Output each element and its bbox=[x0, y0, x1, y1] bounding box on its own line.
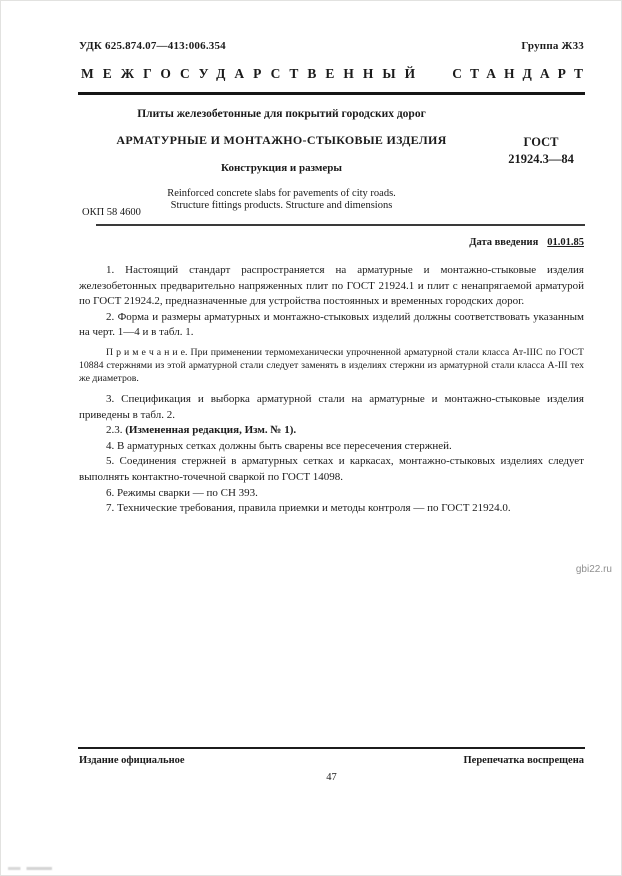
paragraph-5: 5. Соединения стержней в арматурных сетках и каркасах, монтажно-стыковых изделиях следует выполнять контактно-точечной сваркой по ГОСТ 14098. bbox=[79, 455, 584, 483]
paragraph-3: 3. Спецификация и выборка арматурной стали на арматурные и монтажно-стыковые изделия приведены в табл. 2. bbox=[79, 392, 584, 421]
footer-reprint-note: Перепечатка воспрещена bbox=[463, 755, 584, 766]
document-subject: Плиты железобетонные для покрытий городских дорог bbox=[137, 108, 426, 120]
paragraph-7: 7. Технические требования, правила приемки и методы контроля — по ГОСТ 21924.0. bbox=[106, 502, 511, 515]
note-label: П р и м е ч а н и е. bbox=[106, 346, 188, 358]
standard-heading-word2: СТАНДАРТ bbox=[452, 66, 591, 81]
standard-heading-word1: МЕЖГОСУДАРСТВЕННЫЙ bbox=[81, 66, 425, 81]
udk-group-row bbox=[79, 40, 584, 52]
footer-edition-note: Издание официальное bbox=[79, 755, 185, 766]
udk-code: УДК 625.874.07—413:006.354 bbox=[79, 40, 226, 52]
footer-divider bbox=[78, 747, 585, 749]
note-paragraph bbox=[79, 346, 584, 385]
gost-number-block bbox=[498, 103, 584, 211]
paragraph-1: 1. Настоящий стандарт распространяется на арматурные и монтажно-стыковые изделия железобетонных предварительно напряженных плит по ГОСТ 21924.1 и плит с ненапрягаемой арматурой по ГОСТ 21924.2, предназначенные для устройства постоянных и временных городских дорог. bbox=[79, 264, 584, 308]
okp-divider bbox=[96, 224, 585, 226]
introduction-date-value: 01.01.85 bbox=[547, 237, 584, 248]
document-title: АРМАТУРНЫЕ И МОНТАЖНО-СТЫКОВЫЕ ИЗДЕЛИЯ bbox=[116, 133, 447, 147]
paragraph-6: 6. Режимы сварки — по СН 393. bbox=[106, 486, 258, 499]
title-block bbox=[79, 103, 498, 211]
standard-heading bbox=[81, 66, 591, 82]
paragraph-2-3-prefix: 2.3. bbox=[106, 424, 126, 437]
paragraph-2-3 bbox=[79, 423, 584, 439]
gost-label: ГОСТ bbox=[523, 135, 559, 149]
note-text: При применении термомеханически упрочненной арматурной стали класса Ат-IIIС по ГОСТ 10884 стержнями из этой арматурной стали следует заменять в изделиях стержни из арматурной стали класса А-III тех же диаметров. bbox=[79, 346, 585, 384]
scan-artifact-smudge bbox=[8, 867, 52, 870]
paragraph-4: 4. В арматурных сетках должны быть сварены все пересечения стержней. bbox=[106, 439, 452, 452]
paragraph-2: 2. Форма и размеры арматурных и монтажно-стыковых изделий должны соответствовать указанным на черт. 1—4 и в табл. 1. bbox=[79, 310, 584, 339]
document-title-english-line1: Reinforced concrete slabs for pavements of city roads. bbox=[167, 188, 396, 199]
document-subtitle: Конструкция и размеры bbox=[221, 162, 342, 174]
introduction-date-label: Дата введения bbox=[469, 237, 539, 248]
group-code: Группа Ж33 bbox=[521, 40, 584, 52]
title-section bbox=[79, 103, 584, 211]
okp-code: ОКП 58 4600 bbox=[82, 207, 141, 218]
footer-row bbox=[79, 755, 584, 766]
document-body bbox=[79, 263, 584, 517]
document-title-english-line2: Structure fittings products. Structure and dimensions bbox=[170, 200, 393, 211]
site-watermark: gbi22.ru bbox=[575, 564, 612, 575]
page-number: 47 bbox=[326, 772, 337, 783]
gost-number: 21924.3—84 bbox=[508, 152, 574, 166]
header-divider bbox=[78, 92, 585, 95]
paragraph-2-3-amendment: (Измененная редакция, Изм. № 1). bbox=[125, 424, 297, 437]
introduction-date-row bbox=[469, 237, 584, 248]
